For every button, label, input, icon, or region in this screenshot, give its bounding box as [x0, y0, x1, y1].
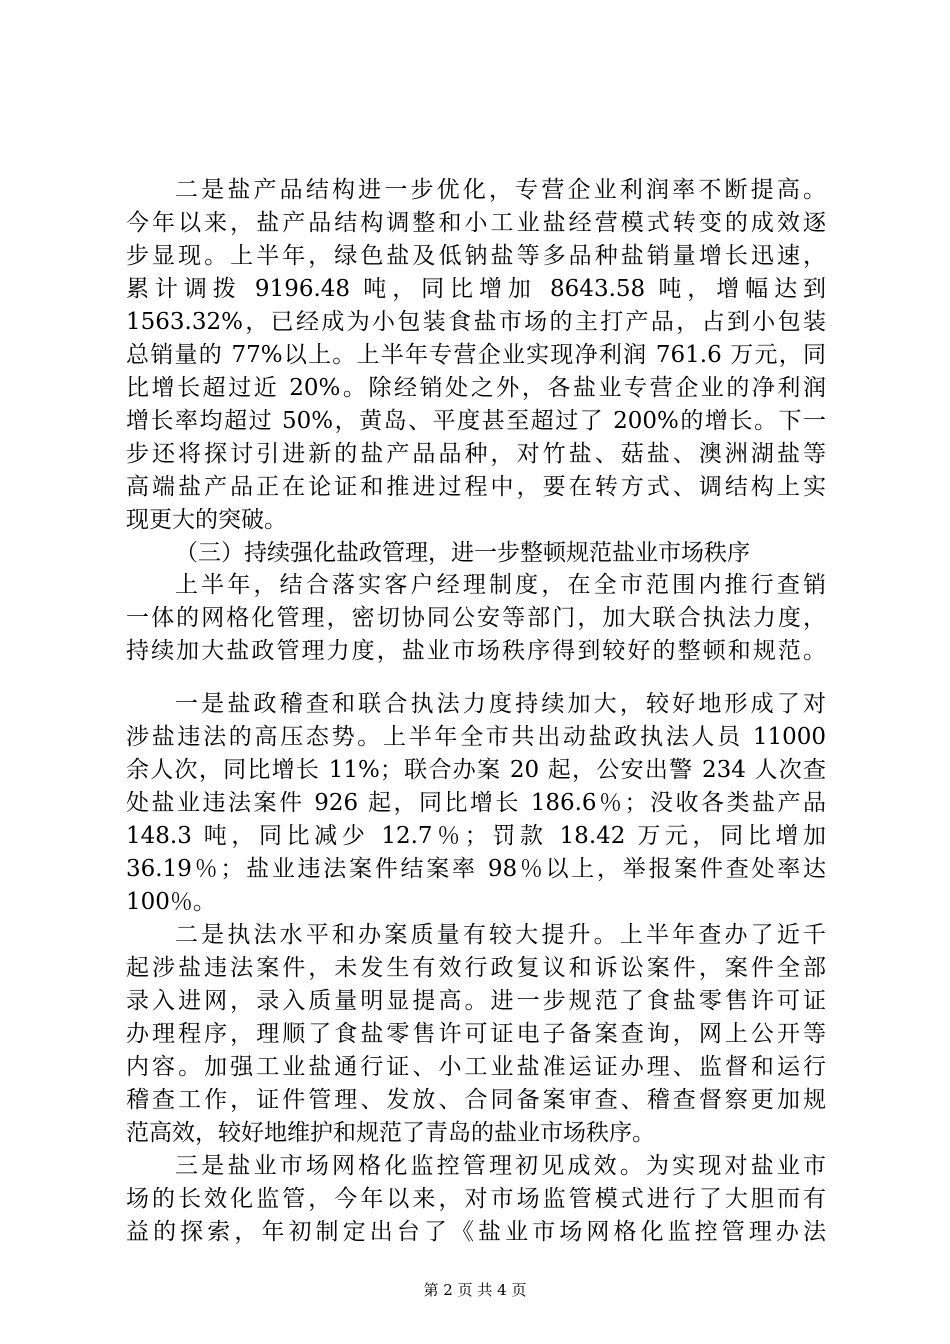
section-heading: （三）持续强化盐政管理，进一步整顿规范盐业市场秩序: [175, 540, 750, 566]
paragraph-line: 涉盐违法的高压态势。上半年全市共出动盐政执法人员 11000: [126, 724, 826, 750]
paragraph-line: 1563.32%，已经成为小包装食盐市场的主打产品，占到小包装: [126, 309, 826, 335]
paragraph-line: 上半年，结合落实客户经理制度，在全市范围内推行查销: [175, 572, 826, 598]
paragraph-line: 一是盐政稽查和联合执法力度持续加大，较好地形成了对: [175, 691, 826, 717]
paragraph-line: 比增长超过近 20%。除经销处之外，各盐业专营企业的净利润: [126, 375, 826, 401]
paragraph-line: 益的探索，年初制定出台了《盐业市场网格化监控管理办法: [126, 1219, 826, 1245]
paragraph-line: 二是执法水平和办案质量有较大提升。上半年查办了近千: [175, 922, 826, 948]
paragraph-line: 100％。: [126, 889, 216, 915]
paragraph-line: 余人次，同比增长 11%；联合办案 20 起，公安出警 234 人次查: [126, 757, 826, 783]
paragraph-line: 高端盐产品正在论证和推进过程中，要在转方式、调结构上实: [126, 474, 826, 500]
paragraph-line: 三是盐业市场网格化监控管理初见成效。为实现对盐业市: [175, 1153, 826, 1179]
page-number-label: 第 2 页 共 4 页: [423, 1281, 527, 1299]
paragraph-line: 办理程序，理顺了食盐零售许可证电子备案查询，网上公开等: [126, 1021, 826, 1047]
paragraph-line: 步显现。上半年，绿色盐及低钠盐等多品种盐销量增长迅速，: [126, 243, 826, 269]
paragraph-line: 现更大的突破。: [126, 507, 287, 533]
paragraph-line: 起涉盐违法案件，未发生有效行政复议和诉讼案件，案件全部: [126, 955, 826, 981]
paragraph-line: 录入进网，录入质量明显提高。进一步规范了食盐零售许可证: [126, 988, 826, 1014]
paragraph-line: 增长率均超过 50%，黄岛、平度甚至超过了 200%的增长。下一: [126, 408, 826, 434]
paragraph-line: 今年以来，盐产品结构调整和小工业盐经营模式转变的成效逐: [126, 210, 826, 236]
paragraph-line: 内容。加强工业盐通行证、小工业盐准运证办理、监督和运行: [126, 1054, 826, 1080]
paragraph-line: 36.19％；盐业违法案件结案率 98％以上，举报案件查处率达: [126, 856, 826, 882]
paragraph-line: 累计调拨 9196.48 吨，同比增加 8643.58 吨，增幅达到: [126, 276, 826, 302]
paragraph-line: 步还将探讨引进新的盐产品品种，对竹盐、菇盐、澳洲湖盐等: [126, 441, 826, 467]
paragraph-line: 稽查工作，证件管理、发放、合同备案审查、稽查督察更加规: [126, 1087, 826, 1113]
paragraph-line: 总销量的 77%以上。上半年专营企业实现净利润 761.6 万元，同: [126, 342, 826, 368]
paragraph-line: 148.3 吨，同比减少 12.7％；罚款 18.42 万元，同比增加: [126, 823, 826, 849]
paragraph-line: 二是盐产品结构进一步优化，专营企业利润率不断提高。: [175, 177, 826, 203]
paragraph-line: 一体的网格化管理，密切协同公安等部门，加大联合执法力度，: [126, 605, 826, 631]
paragraph-line: 持续加大盐政管理力度，盐业市场秩序得到较好的整顿和规范。: [126, 638, 826, 664]
paragraph-line: 处盐业违法案件 926 起，同比增长 186.6％；没收各类盐产品: [126, 790, 826, 816]
paragraph-line: 范高效，较好地维护和规范了青岛的盐业市场秩序。: [126, 1120, 655, 1146]
page-footer: [0, 1280, 950, 1300]
paragraph-line: 场的长效化监管，今年以来，对市场监管模式进行了大胆而有: [126, 1186, 826, 1212]
